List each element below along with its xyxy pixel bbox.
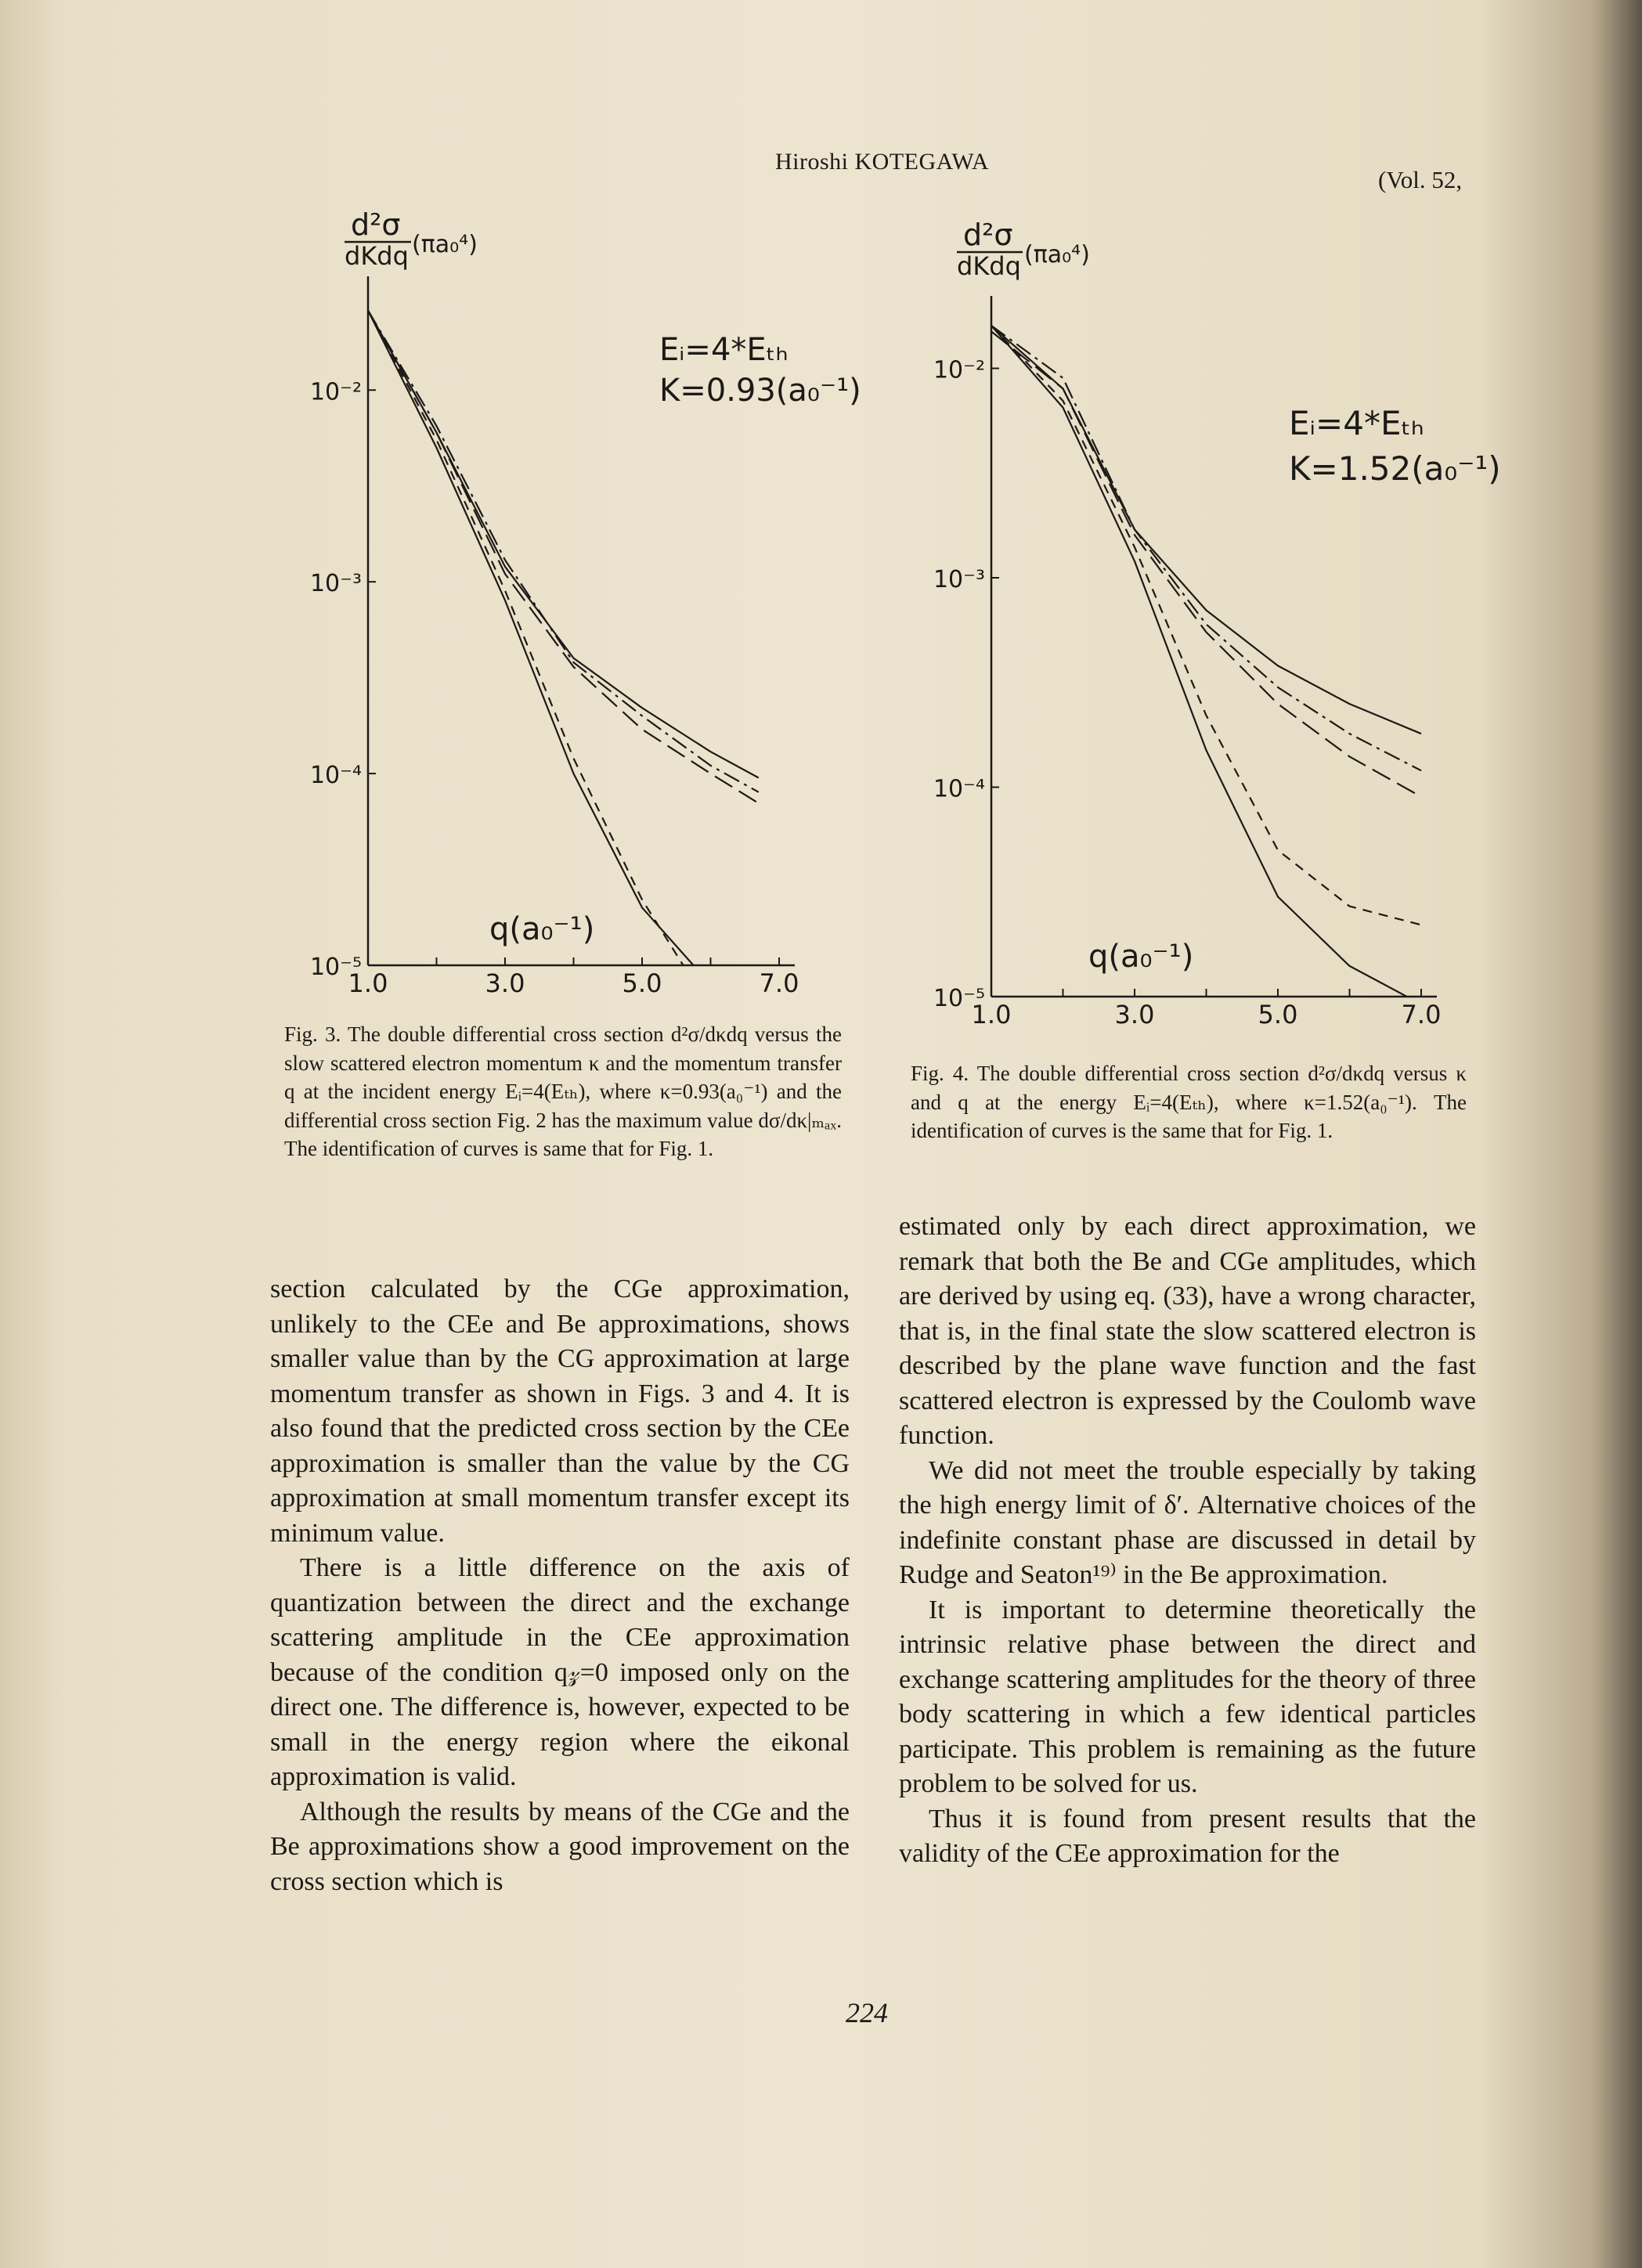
- fig4-y-tick-label: 10⁻²: [933, 356, 985, 384]
- fig4-series-3: [991, 331, 1421, 796]
- fig3-series-5: [368, 311, 694, 965]
- fig4-ylabel-bottom: dKdq: [957, 251, 1021, 281]
- right-paragraph-4: Thus it is found from present results that the validity of the CEe approximation for the: [899, 1804, 1476, 1868]
- right-paragraph-2: We did not meet the trouble especially by taking the high energy limit of δ′. Alternative choices of the indefinite constant phase are discussed in detail by Rudge and Seaton¹⁹⁾ in the Be approximation.: [899, 1455, 1476, 1589]
- fig4-y-tick-label: 10⁻³: [933, 566, 985, 594]
- fig3-xlabel: q(a₀⁻¹): [489, 911, 595, 947]
- fig3-y-tick-label: 10⁻⁵: [309, 954, 362, 981]
- fig4-x-tick-label: 5.0: [1258, 1000, 1298, 1029]
- fig4-caption: Fig. 4. The double differential cross section d²σ/dκdq versus κ and q at the energy Eᵢ=4(Eₜₕ), where κ=1.52(a₀⁻¹). The identification of curves is the same that for Fig. 1.: [911, 1062, 1467, 1142]
- fig3-ylabel-unit: (πa₀⁴): [412, 231, 478, 258]
- fig3-ylabel-top: d²σ: [351, 207, 401, 242]
- fig3-y-tick-label: 10⁻⁴: [309, 762, 362, 790]
- fig3-annotation-energy: Eᵢ=4*Eₜₕ: [659, 332, 789, 368]
- fig3-y-tick-label: 10⁻³: [309, 570, 362, 598]
- fig3-annotation-kappa: K=0.93(a₀⁻¹): [659, 373, 861, 409]
- fig4-ylabel-top: d²σ: [963, 218, 1013, 252]
- fig4-y-tick-label: 10⁻⁵: [933, 985, 985, 1012]
- fig4-x-tick-label: 1.0: [971, 1000, 1012, 1029]
- fig3-x-tick-label: 5.0: [622, 968, 662, 998]
- fig4-annotation-energy: Eᵢ=4*Eₜₕ: [1289, 404, 1424, 442]
- fig3-y-tick-label: 10⁻²: [309, 378, 362, 406]
- left-paragraph-3: Although the results by means of the CGe and the Be approximations show a good improvement on the cross section which is: [270, 1797, 850, 1896]
- fig4-annotation-kappa: K=1.52(a₀⁻¹): [1289, 449, 1501, 488]
- fig4-y-tick-label: 10⁻⁴: [933, 775, 985, 803]
- fig4-xlabel: q(a₀⁻¹): [1088, 939, 1194, 975]
- figure-3-plot: [298, 196, 861, 1010]
- fig3-series-4: [368, 311, 684, 965]
- right-paragraph-3: It is important to determine theoretically the intrinsic relative phase between the direct and exchange scattering amplitudes for the theory of three body scattering in which a few identical particles participate. This problem is remaining as the future problem to be solved for us.: [899, 1595, 1476, 1798]
- fig3-caption: Fig. 3. The double differential cross section d²σ/dκdq versus the slow scattered electron momentum κ and the momentum transfer q at the incident energy Eᵢ=4(Eₜₕ), where κ=0.93(a₀⁻¹) and the differential cross section Fig. 2 has the maximum value dσ/dκ|ₘₐₓ. The identification of curves is same that for Fig. 1.: [284, 1022, 842, 1160]
- fig4-x-tick-label: 7.0: [1401, 1000, 1442, 1029]
- fig3-x-tick-label: 7.0: [759, 968, 799, 998]
- figure-4-plot: [908, 207, 1501, 1045]
- right-column: [899, 1210, 1476, 1872]
- fig3-x-tick-label: 3.0: [485, 968, 525, 998]
- fig4-x-tick-label: 3.0: [1114, 1000, 1155, 1029]
- fig3-x-tick-label: 1.0: [348, 968, 388, 998]
- fig4-series-1: [991, 326, 1421, 734]
- left-paragraph-2: There is a little difference on the axis of quantization between the direct and the exchange scattering amplitude in the CEe approximation because of the condition q𝓏=0 imposed only on the direct one. The difference is, however, expected to be small in the energy region where the eikonal approximation is valid.: [270, 1553, 850, 1791]
- page-number: 224: [846, 1997, 888, 2028]
- fig4-series-2: [991, 326, 1421, 770]
- fig4-ylabel-unit: (πa₀⁴): [1024, 241, 1090, 269]
- running-header-volume: (Vol. 52,: [1378, 166, 1463, 193]
- running-header-author: Hiroshi KOTEGAWA: [775, 149, 990, 175]
- left-column: [270, 1272, 850, 1899]
- left-paragraph-1: section calculated by the CGe approximation, unlikely to the CEe and Be approximations, shows smaller value than by the CG approximation at large momentum transfer as shown in Figs. 3 and 4. It is also found that the predicted cross section by the CEe approximation is smaller than the value by the CG approximation at small momentum transfer except its minimum value.: [270, 1275, 850, 1548]
- fig3-ylabel-bottom: dKdq: [345, 241, 409, 271]
- right-paragraph-1: estimated only by each direct approximation, we remark that both the Be and CGe amplitudes, which are derived by using eq. (33), have a wrong character, that is, in the final state the slow scattered electron is described by the plane wave function and the fast scattered electron is expressed by the Coulomb wave function.: [899, 1212, 1476, 1450]
